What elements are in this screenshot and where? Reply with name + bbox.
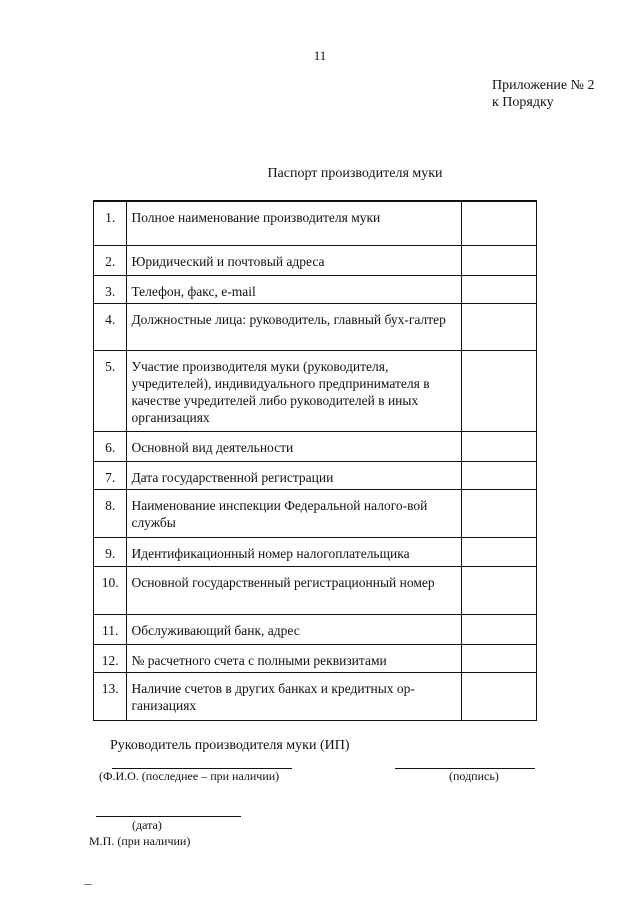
row-value-cell[interactable] bbox=[461, 461, 536, 489]
table-row bbox=[94, 275, 537, 303]
row-number: 12. bbox=[94, 644, 127, 672]
table-row bbox=[94, 644, 537, 672]
date-line[interactable] bbox=[96, 816, 241, 817]
row-value-cell[interactable] bbox=[461, 275, 536, 303]
appendix-note bbox=[492, 77, 595, 111]
passport-table bbox=[93, 200, 537, 721]
row-value-cell[interactable] bbox=[461, 245, 536, 275]
row-label: Полное наименование производителя муки bbox=[127, 201, 461, 245]
row-value-cell[interactable] bbox=[461, 201, 536, 245]
date-caption: (дата) bbox=[132, 818, 162, 832]
row-number: 1. bbox=[94, 201, 127, 245]
table-row bbox=[94, 537, 537, 566]
table-row bbox=[94, 461, 537, 489]
scan-mark bbox=[84, 884, 92, 885]
table-row bbox=[94, 245, 537, 275]
row-value-cell[interactable] bbox=[461, 566, 536, 614]
row-label: Юридический и почтовый адреса bbox=[127, 245, 461, 275]
row-number: 9. bbox=[94, 537, 127, 566]
row-number: 8. bbox=[94, 489, 127, 537]
row-value-cell[interactable] bbox=[461, 644, 536, 672]
row-number: 4. bbox=[94, 303, 127, 350]
row-label: Наличие счетов в других банках и кредитных ор-ганизациях bbox=[127, 672, 461, 720]
row-value-cell[interactable] bbox=[461, 303, 536, 350]
page-number: 11 bbox=[313, 48, 327, 63]
table-row bbox=[94, 566, 537, 614]
row-label: Обслуживающий банк, адрес bbox=[127, 614, 461, 644]
row-number: 13. bbox=[94, 672, 127, 720]
appendix-line-1: Приложение № 2 bbox=[492, 78, 595, 93]
stamp-caption: М.П. (при наличии) bbox=[89, 834, 191, 848]
table-row bbox=[94, 614, 537, 644]
table-row bbox=[94, 672, 537, 720]
row-label: Основной государственный регистрационный номер bbox=[127, 566, 461, 614]
row-value-cell[interactable] bbox=[461, 350, 536, 431]
row-label: Дата государственной регистрации bbox=[127, 461, 461, 489]
row-number: 5. bbox=[94, 350, 127, 431]
table-row bbox=[94, 431, 537, 461]
row-value-cell[interactable] bbox=[461, 614, 536, 644]
row-value-cell[interactable] bbox=[461, 431, 536, 461]
row-label: № расчетного счета с полными реквизитами bbox=[127, 644, 461, 672]
signature-caption: (подпись) bbox=[449, 769, 499, 783]
row-number: 7. bbox=[94, 461, 127, 489]
row-label: Должностные лица: руководитель, главный бух-галтер bbox=[127, 303, 461, 350]
row-label: Наименование инспекции Федеральной налого-вой службы bbox=[127, 489, 461, 537]
row-number: 6. bbox=[94, 431, 127, 461]
table-row bbox=[94, 201, 537, 245]
row-label: Участие производителя муки (руководителя, учредителей), индивидуального предпринимателя в качестве учредителей либо руководителей в иных организациях bbox=[127, 350, 461, 431]
document-title: Паспорт производителя муки bbox=[267, 166, 443, 181]
row-number: 3. bbox=[94, 275, 127, 303]
signature-heading: Руководитель производителя муки (ИП) bbox=[110, 738, 350, 753]
table-row bbox=[94, 350, 537, 431]
appendix-line-2: к Порядку bbox=[492, 95, 554, 110]
table-row bbox=[94, 489, 537, 537]
fio-caption: (Ф.И.О. (последнее – при наличии) bbox=[99, 769, 280, 783]
row-label: Идентификационный номер налогоплательщика bbox=[127, 537, 461, 566]
row-label: Основной вид деятельности bbox=[127, 431, 461, 461]
row-value-cell[interactable] bbox=[461, 672, 536, 720]
table-row bbox=[94, 303, 537, 350]
row-number: 2. bbox=[94, 245, 127, 275]
row-value-cell[interactable] bbox=[461, 537, 536, 566]
row-label: Телефон, факс, e-mail bbox=[127, 275, 461, 303]
row-number: 11. bbox=[94, 614, 127, 644]
row-value-cell[interactable] bbox=[461, 489, 536, 537]
row-number: 10. bbox=[94, 566, 127, 614]
